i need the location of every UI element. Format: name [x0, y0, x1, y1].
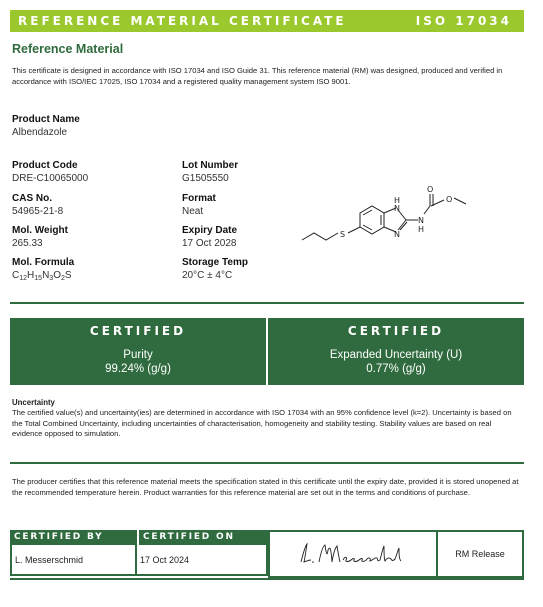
- certified-by-value: L. Messerschmid: [10, 545, 137, 576]
- intro-paragraph: This certificate is designed in accordance with ISO 17034 and ISO Guide 31. This reference material (RM) was designed, produced and verified in accordance with ISO/IEC 17025, ISO 17034 and a registered quality management system ISO 9001.: [12, 66, 503, 86]
- atom-n-amide: N: [418, 216, 424, 225]
- signoff-table: [10, 530, 524, 578]
- storage-temp-value: 20°C ± 4°C: [182, 270, 233, 281]
- uncertainty-value: 0.77% (g/g): [366, 363, 426, 375]
- certified-heading-left: CERTIFIED: [89, 324, 187, 338]
- handwritten-signature-image: [293, 540, 413, 568]
- cas-field: [12, 193, 63, 218]
- atom-o-ester: O: [446, 195, 453, 204]
- certified-heading-right: CERTIFIED: [347, 324, 445, 338]
- certified-by-header: CERTIFIED BY: [10, 530, 137, 545]
- cas-label: CAS No.: [12, 193, 52, 204]
- uncertainty-title: Uncertainty: [12, 398, 55, 407]
- certified-on-header: CERTIFIED ON: [137, 530, 268, 545]
- mol-weight-field: [12, 225, 68, 250]
- format-value: Neat: [182, 206, 204, 217]
- atom-h-amide: H: [418, 225, 425, 234]
- certified-purity: [10, 318, 266, 385]
- lot-number-value: G1505550: [182, 173, 229, 184]
- purity-label: Purity: [123, 349, 153, 361]
- expiry-date-field: [182, 225, 237, 250]
- certificate-header: [10, 10, 524, 32]
- storage-temp-field: [182, 257, 248, 282]
- uncertainty-paragraph: The certified value(s) and uncertainty(ies) are determined in accordance with ISO 17034 with an 95% confidence level (k=2). Uncertainty is based on the Total Combined Uncertainty, including uncertainties of characterisation, homogeneity and stability testing. Stability values are based on real evidence opposed to simulation.: [12, 408, 512, 438]
- lot-number-field: [182, 160, 238, 185]
- signature: [268, 530, 438, 578]
- atom-o-carbonyl: O: [427, 185, 434, 194]
- atom-s: S: [340, 230, 346, 239]
- product-name-field: [12, 114, 80, 139]
- certified-uncertainty: [266, 318, 524, 385]
- product-code-label: Product Code: [12, 160, 78, 171]
- atom-n-top: N: [394, 204, 400, 213]
- atom-h-top: H: [394, 196, 401, 205]
- producer-statement: The producer certifies that this reference material meets the specification stated in this certificate until the expiry date, provided it is stored unopened at the recommended temperature herein. Product warranties for this reference material are set out in the terms and conditions of purchase.: [12, 477, 519, 497]
- purity-value: 99.24% (g/g): [105, 363, 171, 375]
- expiry-date-label: Expiry Date: [182, 225, 238, 236]
- certified-on-value: 17 Oct 2024: [137, 545, 268, 576]
- mol-formula-label: Mol. Formula: [12, 257, 75, 268]
- section-title: Reference Material: [12, 42, 124, 56]
- chemical-structure-image: [300, 180, 510, 260]
- atom-n-bottom: N: [394, 230, 400, 239]
- certificate-title: REFERENCE MATERIAL CERTIFICATE: [18, 14, 347, 28]
- mol-formula-value: $C_{12}H_{15}N_3O_2S$: [12, 270, 72, 282]
- divider-bottom: [10, 578, 524, 580]
- rm-release: RM Release: [438, 530, 524, 578]
- certified-values-panel: [10, 318, 524, 385]
- storage-temp-label: Storage Temp: [182, 257, 248, 268]
- product-code-value: DRE-C10065000: [12, 173, 89, 184]
- mol-weight-label: Mol. Weight: [12, 225, 68, 236]
- divider-middle: [10, 462, 524, 464]
- expiry-date-value: 17 Oct 2028: [182, 238, 237, 249]
- product-name-label: Product Name: [12, 114, 80, 125]
- mol-formula-field: [12, 257, 74, 285]
- uncertainty-label: Expanded Uncertainty (U): [329, 349, 463, 361]
- cas-value: 54965-21-8: [12, 206, 64, 217]
- divider-top: [10, 302, 524, 304]
- lot-number-label: Lot Number: [182, 160, 239, 171]
- product-code-field: [12, 160, 88, 185]
- format-field: [182, 193, 216, 218]
- certificate-standard: ISO 17034: [415, 14, 512, 28]
- mol-weight-value: 265.33: [12, 238, 43, 249]
- product-name-value: Albendazole: [12, 127, 68, 138]
- format-label: Format: [182, 193, 216, 204]
